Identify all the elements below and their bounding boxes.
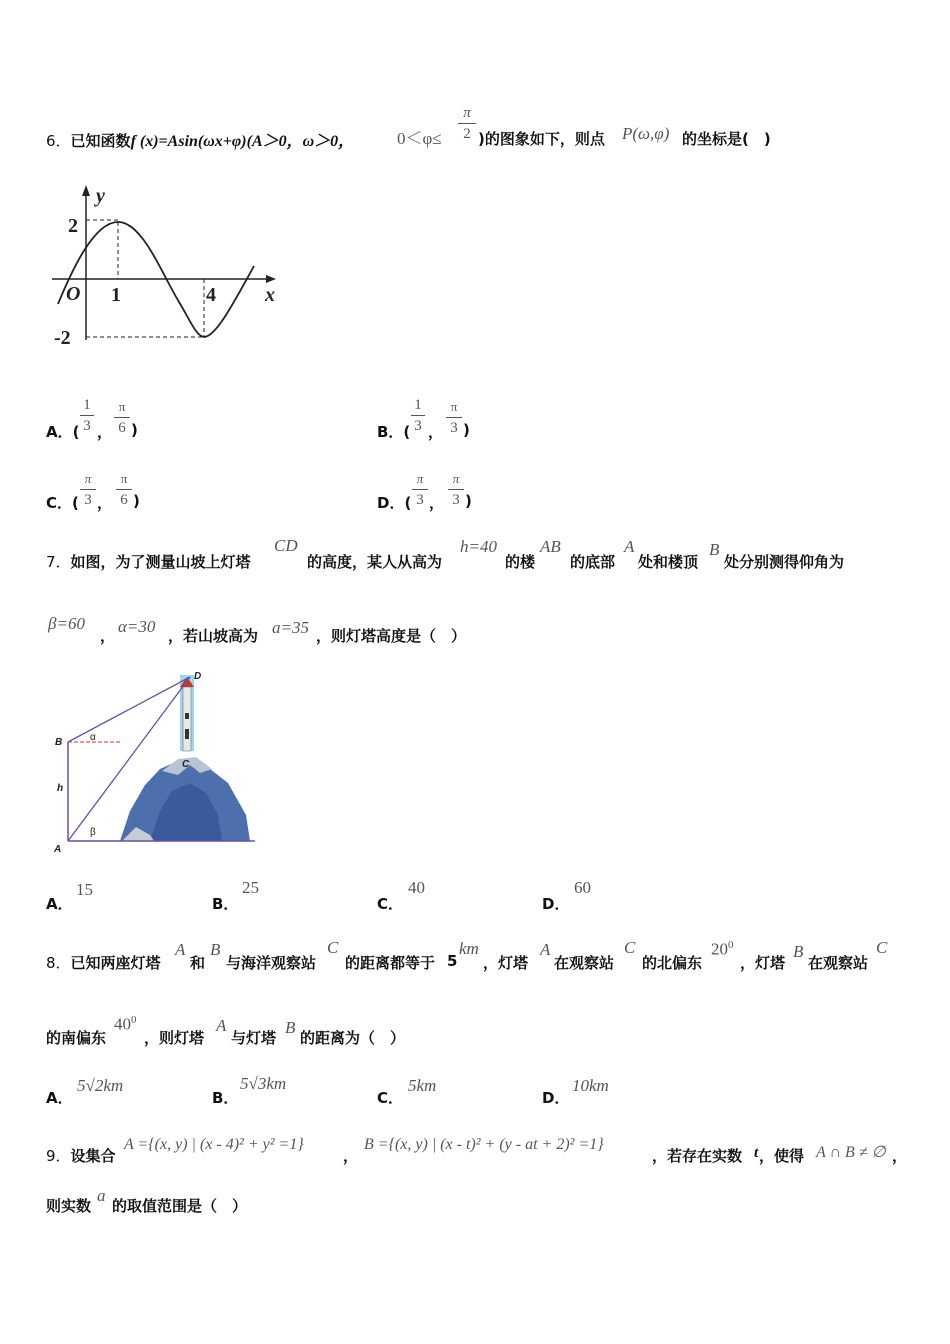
- q8-s8: ，灯塔: [740, 954, 786, 972]
- frac-den: 6: [120, 492, 128, 508]
- q9-line2b: 的取值范围是（ ）: [112, 1197, 248, 1215]
- y-label: y: [96, 185, 105, 207]
- q9-s2: ，若存在实数: [652, 1147, 743, 1165]
- q8-s1: 已知两座灯塔: [70, 954, 161, 972]
- q8-option-c-label: C．: [377, 1089, 404, 1107]
- q7-s1: 如图，为了测量山坡上灯塔: [70, 553, 251, 571]
- frac-bar: [448, 489, 464, 490]
- frac-den: 3: [416, 492, 424, 508]
- q7-s8: ，则灯塔高度是（ ）: [316, 627, 467, 645]
- q7-option-b-value: 25: [242, 878, 259, 897]
- q8-s5: ，灯塔: [483, 954, 529, 972]
- q8-s6: 在观察站: [554, 954, 615, 972]
- q9-s1: 设集合: [70, 1147, 116, 1165]
- q9-a: a: [97, 1186, 106, 1205]
- origin-label: O: [66, 283, 81, 305]
- tick-2-label: 2: [68, 215, 78, 237]
- q9-line2a: 则实数: [46, 1197, 92, 1215]
- label-h: h: [57, 783, 64, 794]
- q9-t: t: [754, 1145, 759, 1161]
- q8-line2a: 的南偏东: [46, 1029, 107, 1047]
- q7-lighthouse-figure: [50, 665, 255, 855]
- q6-frac-den: 2: [463, 126, 471, 142]
- q8-b2: B: [793, 942, 804, 961]
- label-a: A: [54, 844, 62, 855]
- q8-option-b-value: 5√3km: [240, 1074, 287, 1093]
- q8-b: B: [210, 940, 221, 959]
- q7-alpha: α=30: [118, 617, 156, 636]
- q6-frac-num: π: [463, 105, 471, 121]
- degree-sup: 0: [131, 1014, 137, 1026]
- q7-option-c-label: C．: [377, 895, 404, 913]
- q7-stem-line1: [46, 551, 251, 572]
- q7-beta: β=60: [48, 614, 85, 633]
- q6-option-a-frac1: [80, 396, 94, 435]
- q6-option-d-label: D．(: [377, 494, 412, 512]
- line-bd: [68, 677, 190, 742]
- q6-option-c-label: C．(: [46, 494, 79, 512]
- q8-s7: 的北偏东: [642, 954, 703, 972]
- q6-option-d-frac1: [412, 470, 428, 509]
- tick-1-label: 1: [111, 284, 121, 306]
- q6-pi-over-2: [458, 104, 476, 143]
- q7-option-a-value: 15: [76, 880, 93, 899]
- frac-den: 3: [84, 492, 92, 508]
- frac-bar: [80, 489, 96, 490]
- q6-sine-graph: [44, 180, 294, 350]
- frac-bar: [80, 415, 94, 416]
- q9-s4: ，: [892, 1147, 908, 1165]
- q9-set-b: B ={(x, y) | (x - t)² + (y - at + 2)² =1}: [364, 1136, 604, 1153]
- comma: ，: [97, 423, 113, 441]
- q8-stem-a: [46, 952, 161, 973]
- frac-num: π: [120, 471, 128, 486]
- q6-option-a-frac2: [114, 398, 130, 437]
- frac-num: 1: [83, 397, 91, 413]
- frac-bar: [114, 417, 130, 418]
- q7-a: A: [624, 537, 635, 556]
- frac-num: π: [452, 471, 460, 486]
- frac-bar: [446, 417, 462, 418]
- q7-h: h=40: [460, 537, 497, 556]
- frac-num: π: [84, 471, 92, 486]
- q6-option-b-label: B．(: [377, 423, 411, 441]
- q7-s7: ，若山坡高为: [168, 627, 259, 645]
- q6-option-b-frac1: [411, 396, 425, 435]
- q7-s4: 的底部: [570, 553, 616, 571]
- q8-s4: 的距离都等于: [345, 954, 436, 972]
- label-b: B: [55, 737, 63, 748]
- q8-option-a-label: A．: [46, 1089, 73, 1107]
- frac-num: π: [450, 399, 458, 414]
- close-paren: ): [133, 492, 140, 510]
- frac-bar: [411, 415, 425, 416]
- q6-number: 6．: [46, 132, 71, 150]
- q9-sep: ，: [343, 1147, 359, 1165]
- y-axis-arrow: [82, 185, 90, 196]
- q8-a2: A: [540, 940, 551, 959]
- lighthouse-window: [185, 713, 189, 719]
- comma: ，: [97, 494, 113, 512]
- q8-line2d: 的距离为（ ）: [300, 1029, 406, 1047]
- q7-option-c-value: 40: [408, 878, 425, 897]
- frac-num: π: [118, 399, 126, 414]
- q7-s6: 处分别测得仰角为: [724, 553, 845, 571]
- q8-option-a-value: 5√2km: [77, 1076, 124, 1095]
- q9-condition: A ∩ B ≠ ∅: [816, 1144, 886, 1161]
- q6-stem-c: 的坐标是( ): [682, 130, 771, 148]
- q9-number: 9．: [46, 1147, 71, 1165]
- q7-slope: a=35: [272, 618, 309, 637]
- close-paren: ): [131, 421, 138, 439]
- q6-stem-a: 已知函数: [70, 132, 131, 150]
- comma: ，: [428, 423, 444, 441]
- q8-km: km: [459, 939, 479, 958]
- tick-neg2-label: -2: [54, 327, 71, 349]
- q8-b3: B: [285, 1018, 296, 1037]
- degree-sup: 0: [728, 939, 734, 951]
- q8-option-d-value: 10km: [572, 1076, 609, 1095]
- comma: ，: [429, 494, 445, 512]
- frac-den: 3: [83, 418, 91, 434]
- label-alpha: α: [90, 732, 96, 743]
- label-c: C: [182, 759, 190, 770]
- q8-option-d-label: D．: [542, 1089, 570, 1107]
- q6-frac-bar: [458, 123, 476, 124]
- q8-deg40-value: 40: [114, 1014, 131, 1034]
- lighthouse-door: [185, 729, 189, 739]
- q8-line2c: 与灯塔: [231, 1029, 277, 1047]
- frac-num: 1: [414, 397, 422, 413]
- q6-option-c-frac1: [80, 470, 96, 509]
- label-d: D: [194, 671, 202, 682]
- label-beta: β: [90, 827, 96, 838]
- frac-den: 6: [118, 420, 126, 436]
- q8-line2b: ，则灯塔: [144, 1029, 205, 1047]
- tick-4-label: 4: [206, 284, 216, 306]
- frac-den: 3: [450, 420, 458, 436]
- q6-condition: 0＜φ≤: [397, 129, 442, 148]
- q6-point: P(ω,φ): [622, 124, 670, 143]
- q8-s3: 与海洋观察站: [226, 954, 317, 972]
- frac-bar: [412, 489, 428, 490]
- x-label: x: [265, 284, 275, 306]
- frac-bar: [116, 489, 132, 490]
- q7-option-d-label: D．: [542, 895, 570, 913]
- q8-deg40: [114, 1014, 137, 1035]
- q8-a3: A: [216, 1016, 227, 1035]
- q6-option-a-label: A．(: [46, 423, 80, 441]
- q6-stem-b: )的图象如下，则点: [478, 130, 605, 148]
- q7-option-a-label: A．: [46, 895, 73, 913]
- q7-b: B: [709, 540, 720, 559]
- q8-c2: C: [624, 938, 636, 957]
- q6-option-d-frac2: [448, 470, 464, 509]
- q7-s5: 处和楼顶: [638, 553, 699, 571]
- q8-deg20-value: 20: [711, 939, 728, 959]
- q9-set-a: A ={(x, y) | (x - 4)² + y² =1}: [124, 1136, 304, 1153]
- close-paren: ): [463, 421, 470, 439]
- q7-number: 7．: [46, 553, 71, 571]
- q6-option-b-frac2: [446, 398, 462, 437]
- q7-option-b-label: B．: [212, 895, 239, 913]
- q8-five: 5: [447, 952, 458, 970]
- q8-a: A: [175, 940, 186, 959]
- q7-cd: CD: [274, 536, 298, 555]
- q8-option-c-value: 5km: [408, 1076, 437, 1095]
- q8-s9: 在观察站: [808, 954, 869, 972]
- frac-den: 3: [452, 492, 460, 508]
- q8-number: 8．: [46, 954, 71, 972]
- q6-stem: [46, 128, 354, 151]
- q8-c3: C: [876, 938, 888, 957]
- comma: ，: [100, 627, 116, 645]
- frac-num: π: [416, 471, 424, 486]
- q6-function: f (x)=Asin(ωx+φ)(A＞0，ω＞0，: [130, 133, 355, 150]
- q7-s3: 的楼: [505, 553, 536, 571]
- q8-s2: 和: [190, 954, 206, 972]
- q6-option-c-frac2: [116, 470, 132, 509]
- q7-option-d-value: 60: [574, 878, 591, 897]
- frac-den: 3: [414, 418, 422, 434]
- q9-s3: ，使得: [759, 1147, 805, 1165]
- q8-deg20: [711, 939, 734, 960]
- q7-s2: 的高度，某人从高为: [307, 553, 443, 571]
- x-axis-arrow: [266, 275, 276, 283]
- q8-c: C: [327, 938, 339, 957]
- q8-option-b-label: B．: [212, 1089, 239, 1107]
- close-paren: ): [465, 492, 472, 510]
- q9-stem-a: [46, 1145, 116, 1166]
- q7-ab: AB: [540, 537, 561, 556]
